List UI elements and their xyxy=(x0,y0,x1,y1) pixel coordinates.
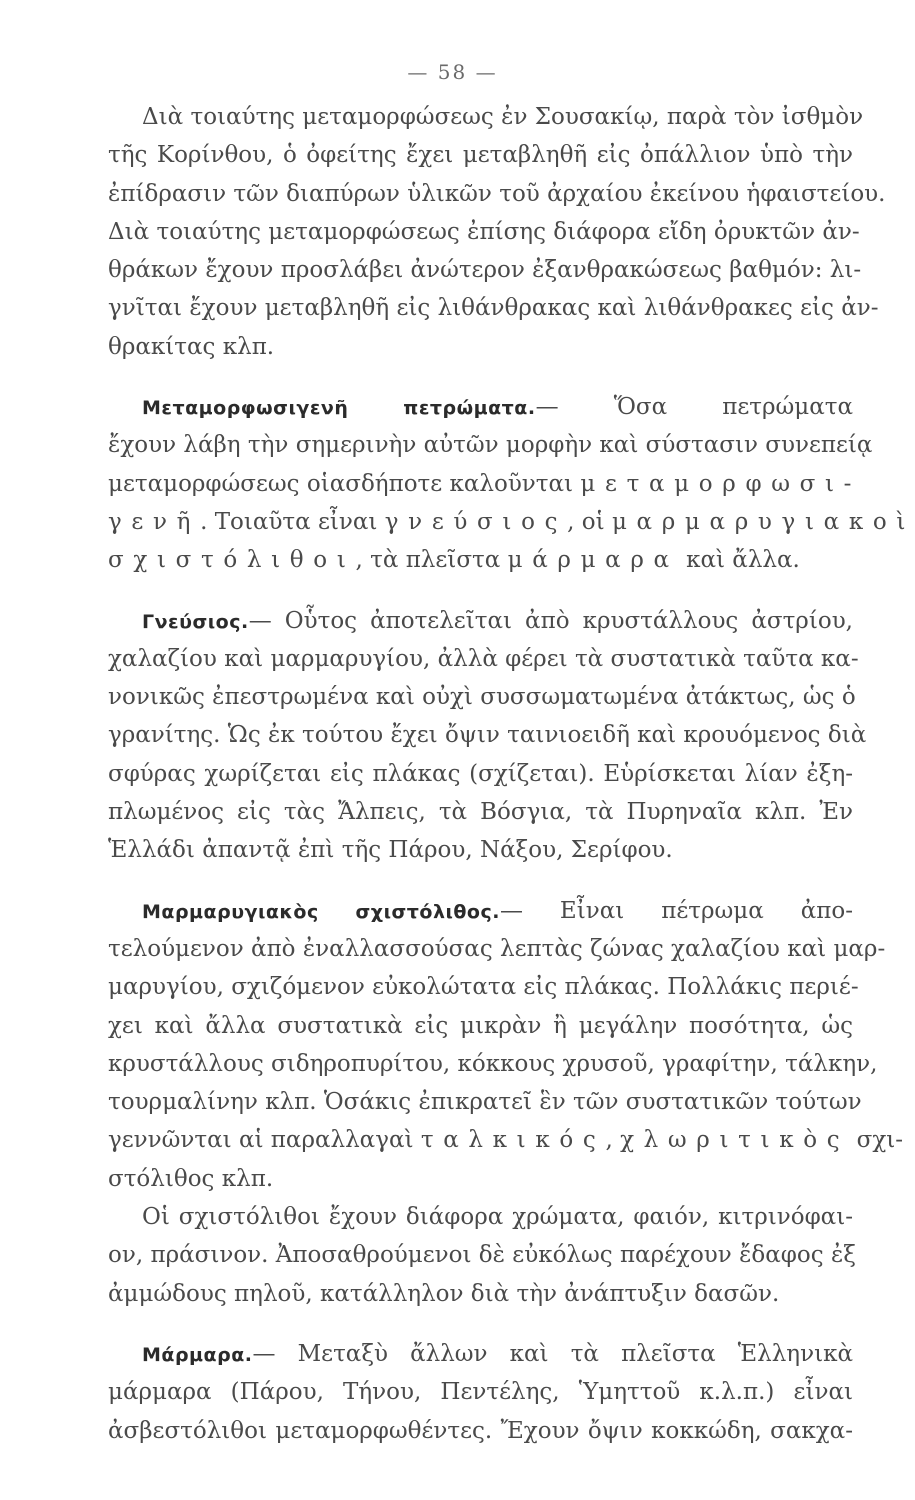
section-heading: Μαρμαρυγιακὸς σχιστόλιθος. xyxy=(142,900,500,923)
text-line: στόλιθος κλπ. xyxy=(108,1165,274,1192)
section-heading: Μάρμαρα. xyxy=(142,1343,253,1366)
text-line: Διὰ τοιαύτης μεταμορφώσεως ἐν Σουσακίῳ, παρὰ τὸν ἰσθμὸν xyxy=(142,104,864,130)
text-line: σφύρας χωρίζεται εἰς πλάκας (σχίζεται). Εὑρίσκεται λίαν ἐξη- xyxy=(108,760,853,787)
text-line: Μεταμορφωσιγενῆ πετρώματα.— Ὅσα πετρώματα xyxy=(142,394,853,421)
text-line: μεταμορφώσεως οἱασδήποτε καλοῦνται μεταμορφωσι- xyxy=(108,470,862,497)
text-line: νονικῶς ἐπεστρωμένα καὶ οὐχὶ συσσωματωμένα ἀτάκτως, ὡς ὁ xyxy=(108,684,856,711)
text-line: γεννῶνται αἱ παραλλαγαὶ ταλκικός, χλωριτικὸς σχι- xyxy=(108,1127,904,1154)
paragraph-metamorphic-rocks xyxy=(108,388,915,579)
text-line: ἔχουν λάβη τὴν σημερινὴν αὐτῶν μορφὴν καὶ σύστασιν συνεπείᾳ xyxy=(108,432,873,459)
text-line: τελούμενον ἀπὸ ἐναλλασσούσας λεπτὰς ζώνας χαλαζίου καὶ μαρ- xyxy=(108,935,886,962)
text-line: θράκων ἔχουν προσλάβει ἀνώτερον ἐξανθρακώσεως βαθμόν: λι- xyxy=(108,257,862,284)
text-line: γρανίτης. Ὡς ἐκ τούτου ἔχει ὄψιν ταινιοειδῆ καὶ κρουόμενος διὰ xyxy=(108,722,867,749)
text-line: μάρμαρα (Πάρου, Τήνου, Πεντέλης, Ὑμηττοῦ κ.λ.π.) εἶναι xyxy=(108,1379,853,1406)
text-line: χει καὶ ἄλλα συστατικὰ εἰς μικρὰν ἢ μεγάλην ποσότητα, ὡς xyxy=(108,1012,853,1039)
text-line: σχιστόλιθοι, τὰ πλεῖστα μάρμαρα καὶ ἄλλα. xyxy=(108,547,800,574)
section-heading: Μεταμορφωσιγενῆ πετρώματα. xyxy=(142,397,536,420)
text-line: γνῖται ἔχουν μεταβληθῆ εἰς λιθάνθρακας καὶ λιθάνθρακες εἰς ἀν- xyxy=(108,295,879,322)
text-line: Γνεύσιος.— Οὗτος ἀποτελεῖται ἀπὸ κρυστάλλους ἀστρίου, xyxy=(142,607,853,634)
text-line: θρακίτας κλπ. xyxy=(108,333,275,360)
text-line: ἐπίδρασιν τῶν διαπύρων ὑλικῶν τοῦ ἀρχαίου ἐκείνου ἡφαιστείου. xyxy=(108,180,886,207)
paragraph-mica-schist xyxy=(108,892,904,1313)
paragraph-marbles xyxy=(108,1335,853,1450)
body-text xyxy=(108,98,915,1450)
text-line: Οἱ σχιστόλιθοι ἔχουν διάφορα χρώματα, φαιόν, κιτρινόφαι- xyxy=(142,1204,853,1231)
text-line: Διὰ τοιαύτης μεταμορφώσεως ἐπίσης διάφορα εἴδη ὀρυκτῶν ἀν- xyxy=(108,218,860,245)
text-line: Ἑλλάδι ἀπαντᾷ ἐπὶ τῆς Πάρου, Νάξου, Σερίφου. xyxy=(108,837,673,864)
text-line: μαρυγίου, σχιζόμενον εὐκολώτατα εἰς πλάκας. Πολλάκις περιέ- xyxy=(108,974,859,1001)
text-line: ον, πράσινον. Ἀποσαθρούμενοι δὲ εὐκόλως παρέχουν ἔδαφος ἐξ xyxy=(108,1242,856,1269)
paragraph-metamorphosis-examples xyxy=(108,98,886,366)
paragraph-gneiss xyxy=(108,602,867,870)
text-line: τουρμαλίνην κλπ. Ὁσάκις ἐπικρατεῖ ἓν τῶν συστατικῶν τούτων xyxy=(108,1089,862,1116)
text-line: πλωμένος εἰς τὰς Ἄλπεις, τὰ Βόσγια, τὰ Πυρηναῖα κλπ. Ἐν xyxy=(108,799,853,826)
text-line: γενῆ. Τοιαῦτα εἶναι γνεύσιος, οἱ μαρμαρυγιακοὶ xyxy=(108,508,915,535)
page-number: — 58 — xyxy=(407,60,498,84)
section-heading: Γνεύσιος. xyxy=(142,610,249,633)
text-line: τῆς Κορίνθου, ὁ ὀφείτης ἔχει μεταβληθῆ εἰς ὀπάλλιον ὑπὸ τὴν xyxy=(108,142,853,169)
text-line: ἀμμώδους πηλοῦ, κατάλληλον διὰ τὴν ἀνάπτυξιν δασῶν. xyxy=(108,1280,780,1307)
text-line: ἀσβεστόλιθοι μεταμορφωθέντες. Ἔχουν ὄψιν κοκκώδη, σακχα- xyxy=(108,1417,853,1444)
text-line: κρυστάλλους σιδηροπυρίτου, κόκκους χρυσοῦ, γραφίτην, τάλκην, xyxy=(108,1050,878,1077)
text-line: Μαρμαρυγιακὸς σχιστόλιθος.— Εἶναι πέτρωμα ἀπο- xyxy=(142,897,853,924)
text-line: Μάρμαρα.— Μεταξὺ ἄλλων καὶ τὰ πλεῖστα Ἑλληνικὰ xyxy=(142,1340,853,1367)
text-line: χαλαζίου καὶ μαρμαρυγίου, ἀλλὰ φέρει τὰ συστατικὰ ταῦτα κα- xyxy=(108,645,859,672)
